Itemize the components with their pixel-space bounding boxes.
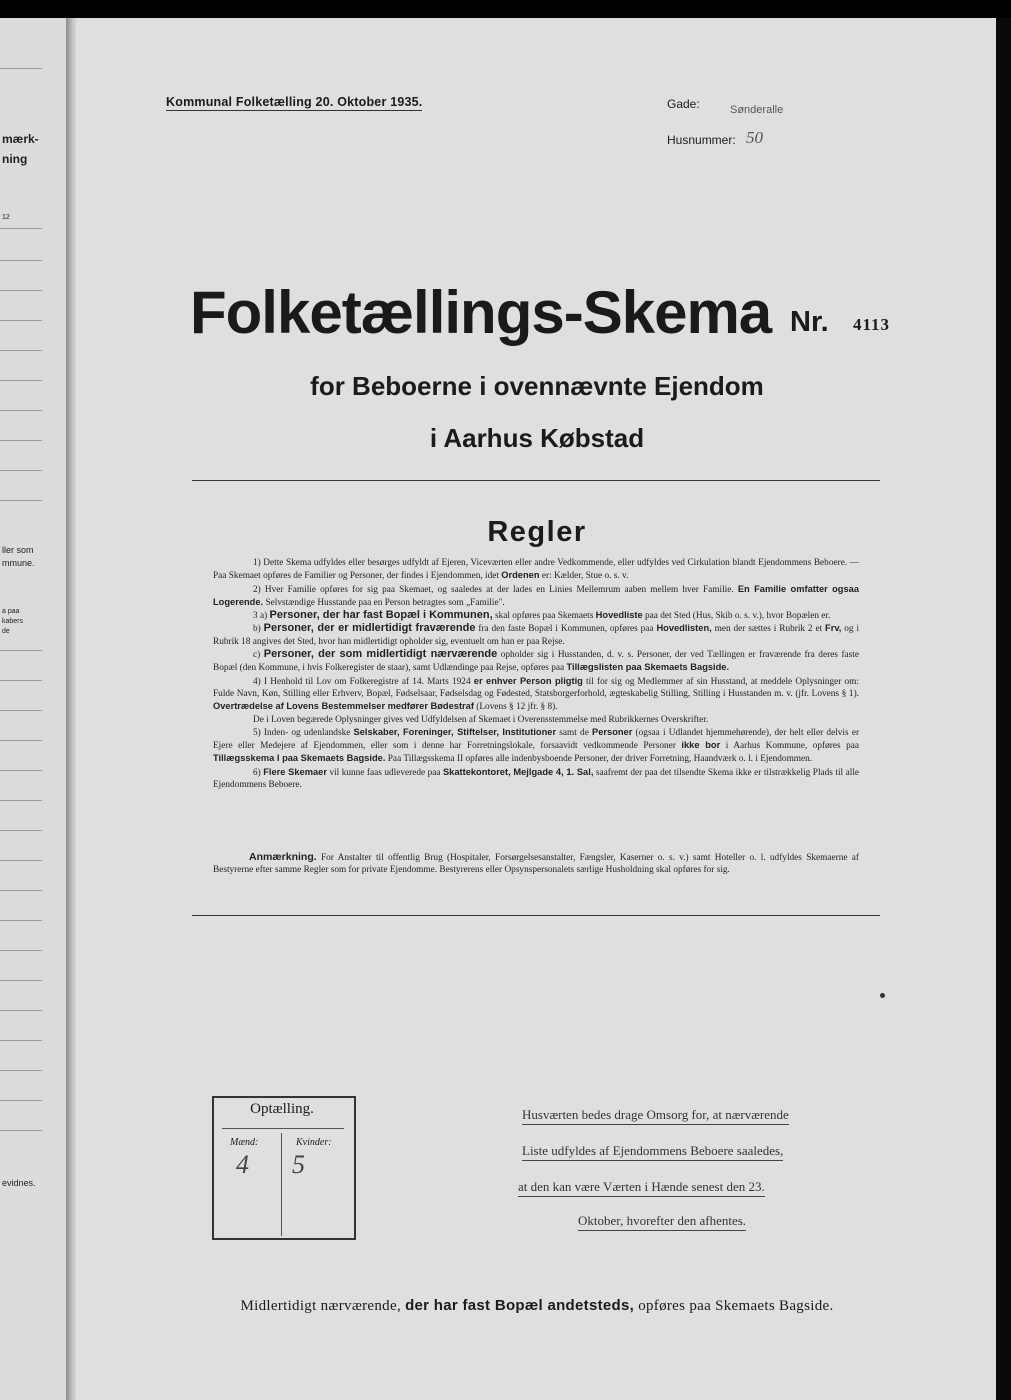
- left-rule: [0, 800, 42, 801]
- left-fragment-text: a paa: [2, 608, 20, 615]
- women-count: 5: [292, 1150, 305, 1179]
- left-fragment-text: ller som: [2, 545, 34, 555]
- house-number-value: 50: [746, 128, 763, 147]
- street-label: Gade:: [667, 97, 700, 111]
- left-rule: [0, 710, 42, 711]
- left-rule: [0, 260, 42, 261]
- landlord-instruction-line: Liste udfyldes af Ejendommens Beboere saaledes,: [522, 1143, 783, 1161]
- left-fragment-text: mmune.: [2, 558, 35, 568]
- left-rule: [0, 410, 42, 411]
- left-rule: [0, 740, 42, 741]
- left-rule: [0, 1130, 42, 1131]
- left-rule: [0, 890, 42, 891]
- left-rule: [0, 470, 42, 471]
- rule-4: 4) I Henhold til Lov om Folkeregistre af 14. Marts 1924 er enhver Person pligtig til for sig og Medlemmer af sin Husstand, at meddele Oplysninger om: Fulde Navn, Køn, Stilling eller Erhverv, Bopæl, Fødselsaar, Fødselsdag og Fødested, Statsborgerforhold, ægteskabelig Stilling, Stilling i Husstanden m. v. (jfr. Lovens § 1). Overtrædelse af Lovens Bestemmelser medfører Bødestraf (Lovens § 12 jfr. § 8).: [213, 675, 859, 713]
- left-fragment-text: ning: [2, 152, 28, 166]
- left-rule: [0, 228, 42, 229]
- left-rule: [0, 68, 42, 69]
- left-rule: [0, 650, 42, 651]
- rules-heading: Regler: [487, 516, 587, 548]
- left-rule: [0, 980, 42, 981]
- left-rule: [0, 350, 42, 351]
- remark-paragraph: [213, 851, 859, 877]
- footer-note: Midlertidigt nærværende, der har fast Bopæl andetsteds, opføres paa Skemaets Bagside.: [240, 1297, 834, 1314]
- left-fragment-text: evidnes.: [2, 1178, 36, 1188]
- landlord-instruction-line: Husværten bedes drage Omsorg for, at nærværende: [522, 1107, 789, 1125]
- census-header: Kommunal Folketælling 20. Oktober 1935.: [166, 95, 423, 109]
- left-rule: [0, 1100, 42, 1101]
- rule-6: 6) Flere Skemaer vil kunne faas udleverede paa Skattekontoret, Mejlgade 4, 1. Sal, saafremt der paa det tilsendte Skema ikke er tilstrækkelig Plads til alle Ejendommens Beboere.: [213, 766, 860, 791]
- left-fragment-text: kabers: [2, 618, 24, 625]
- rules-body: [213, 557, 859, 791]
- left-rule: [0, 830, 42, 831]
- rule-3b: b) Personer, der er midlertidigt fraværende fra den faste Bopæl i Kommunen, opføres paa Hovedlisten, men der sættes i Rubrik 2 et Frv, og i Rubrik 18 angives det Sted, hvor han midlertidigt opholder sig, eventuelt om han er paa Rejse.: [213, 622, 860, 647]
- left-rule: [0, 320, 42, 321]
- rule-5: 5) Inden- og udenlandske Selskaber, Foreninger, Stiftelser, Institutioner samt de Personer (ogsaa i Udlandet hjemmehørende), der helt eller delvis er Ejere eller Medejere af Ejendommen, eller som i denne har Forretningslokale, forsaavidt vedkommende Personer ikke bor i Aarhus Kommune, opføres paa Tillægsskema I paa Skemaets Bagside. Paa Tillægsskema II opføres alle indenbysboende Personer, der driver Forretning, Haandværk o. l. i Ejendommen.: [213, 726, 860, 765]
- women-label: Kvinder:: [296, 1137, 332, 1148]
- left-rule: [0, 950, 42, 951]
- form-subtitle-line1: for Beboerne i ovennævnte Ejendom: [310, 371, 764, 401]
- men-label: Mænd:: [230, 1137, 259, 1148]
- landlord-instruction-line: Oktober, hvorefter den afhentes.: [578, 1213, 746, 1231]
- form-subtitle-line2: i Aarhus Købstad: [429, 423, 645, 453]
- left-rule: [0, 1040, 42, 1041]
- left-rule: [0, 380, 42, 381]
- left-rule: [0, 680, 42, 681]
- count-box-title: Optælling.: [250, 1101, 314, 1117]
- divider-bottom: [192, 915, 880, 916]
- rule-4-cont: De i Loven begærede Oplysninger gives ved Udfyldelsen af Skemaet i Overensstemmelse med Rubrikkernes Overskrifter.: [253, 714, 709, 725]
- form-number-value: 4113: [853, 315, 891, 334]
- divider-top: [192, 480, 880, 481]
- left-fragment-text: de: [2, 628, 10, 635]
- rule-2: 2) Hver Familie opføres for sig paa Skemaet, og saaledes at der lades en Linies Mellemrum aaben mellem hver Familie. En Familie omfatter ogsaa Logerende. Selvstændige Husstande paa en Person betragtes som „Familie".: [213, 583, 859, 608]
- count-box-divider: [281, 1133, 282, 1236]
- left-rule: [0, 1070, 42, 1071]
- page-edge-shadow: [996, 18, 1011, 1400]
- form-number-label: Nr.: [790, 306, 829, 338]
- left-rule: [0, 440, 42, 441]
- left-page-fragment: [0, 18, 68, 1400]
- ink-speck: [880, 993, 885, 998]
- rule-3a: 3 a) Personer, der har fast Bopæl i Kommunen, skal opføres paa Skemaets Hovedliste paa det Sted (Hus, Skib o. s. v.), hvor Bopælen er.: [253, 609, 831, 622]
- left-rule: [0, 860, 42, 861]
- left-rule: [0, 770, 42, 771]
- left-fragment-text: mærk-: [2, 132, 39, 146]
- form-title: Folketællings-Skema: [190, 279, 772, 346]
- left-fragment-text: 12: [2, 214, 10, 221]
- men-count: 4: [236, 1150, 249, 1179]
- rule-3c: c) Personer, der som midlertidigt nærværende opholder sig i Husstanden, d. v. s. Personer, der ved Tællingen er fraværende fra deres faste Bopæl (den Kommune, i hvis Folkeregister de staar), samt Udlændinge paa Rejse, opføres paa Tillægslisten paa Skemaets Bagside.: [213, 648, 859, 674]
- remark-text: For Anstalter til offentlig Brug (Hospitaler, Forsørgelsesanstalter, Fængsler, Kaserner o. s. v.) samt Hoteller o. l. udfyldes Skemaerne af Bestyrerne efter samme Regler som for private Ejendomme. Bestyrerens eller Opsynspersonalets særlige Husholdning skal opføres for sig.: [213, 853, 859, 876]
- landlord-instruction-line: at den kan være Værten i Hænde senest den 23.: [518, 1179, 765, 1197]
- left-rule: [0, 1010, 42, 1011]
- count-box-rule: [222, 1128, 344, 1129]
- left-rule: [0, 500, 42, 501]
- left-rule: [0, 920, 42, 921]
- street-value: Sønderalle: [730, 104, 784, 116]
- left-rule: [0, 290, 42, 291]
- house-number-label: Husnummer:: [667, 133, 736, 147]
- remark-label: Anmærkning.: [249, 851, 317, 863]
- rule-1: 1) Dette Skema udfyldes eller besørges udfyldt af Ejeren, Viceværten eller andre Vedkommende, eller udfyldes ved Cirkulation blandt Ejendommens Beboere. — Paa Skemaet opføres de Familier og Personer, der findes i Ejendommen, idet Ordenen er: Kælder, Stue o. s. v.: [213, 558, 859, 582]
